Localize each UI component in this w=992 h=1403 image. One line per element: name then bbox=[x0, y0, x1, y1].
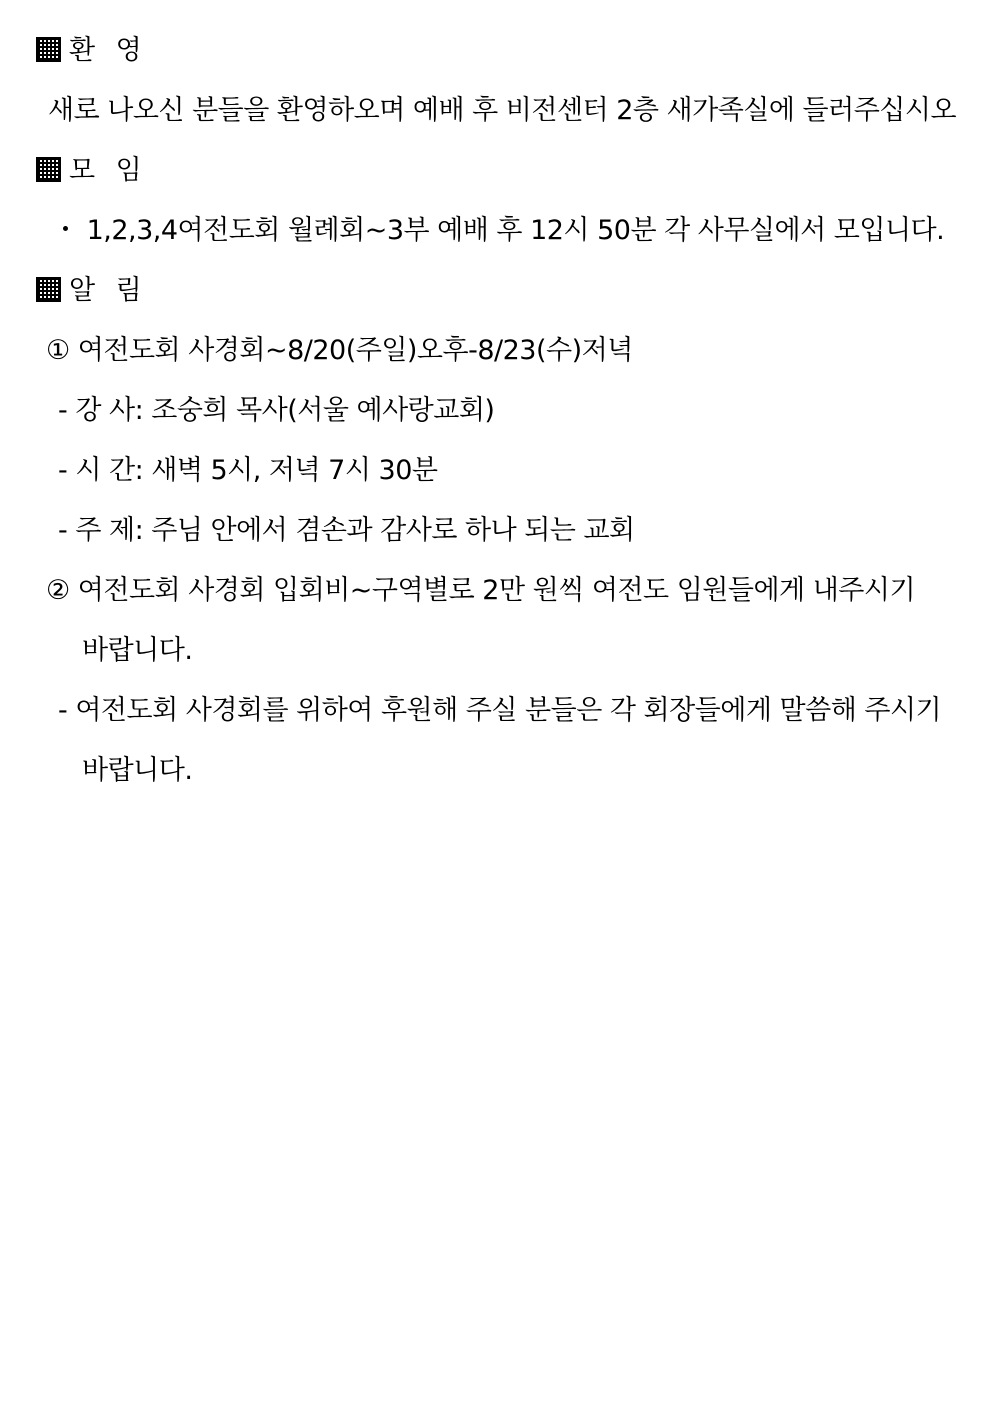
checkered-square-icon bbox=[36, 37, 61, 62]
announcement-detail-sponsorship-continued: 바랍니다. bbox=[82, 755, 193, 786]
welcome-text: 새로 나오신 분들을 환영하오며 예배 후 비전센터 2층 새가족실에 들러주십시오 bbox=[48, 95, 957, 126]
checkered-square-icon bbox=[36, 277, 61, 302]
section-title: 알 림 bbox=[69, 275, 148, 306]
section-heading-announcements bbox=[36, 274, 148, 308]
section-heading-meetings bbox=[36, 154, 148, 188]
section-heading-welcome bbox=[36, 34, 148, 68]
announcement-item-1: ① 여전도회 사경회~8/20(주일)오후-8/23(수)저녁 bbox=[46, 335, 633, 366]
section-title: 모 임 bbox=[69, 155, 148, 186]
announcement-detail-theme: - 주 제: 주님 안에서 겸손과 감사로 하나 되는 교회 bbox=[58, 515, 635, 546]
checkered-square-icon bbox=[36, 157, 61, 182]
announcement-detail-sponsorship: - 여전도회 사경회를 위하여 후원해 주실 분들은 각 회장들에게 말씀해 주시기 bbox=[58, 695, 942, 726]
section-title: 환 영 bbox=[69, 35, 148, 66]
meeting-text: ・ 1,2,3,4여전도회 월례회~3부 예배 후 12시 50분 각 사무실에서 모입니다. bbox=[52, 215, 945, 246]
announcement-detail-time: - 시 간: 새벽 5시, 저녁 7시 30분 bbox=[58, 455, 438, 486]
announcement-item-2-continued: 바랍니다. bbox=[82, 635, 193, 666]
announcement-item-2: ② 여전도회 사경회 입회비~구역별로 2만 원씩 여전도 임원들에게 내주시기 bbox=[46, 575, 916, 606]
announcement-detail-speaker: - 강 사: 조숭희 목사(서울 예사랑교회) bbox=[58, 395, 495, 426]
